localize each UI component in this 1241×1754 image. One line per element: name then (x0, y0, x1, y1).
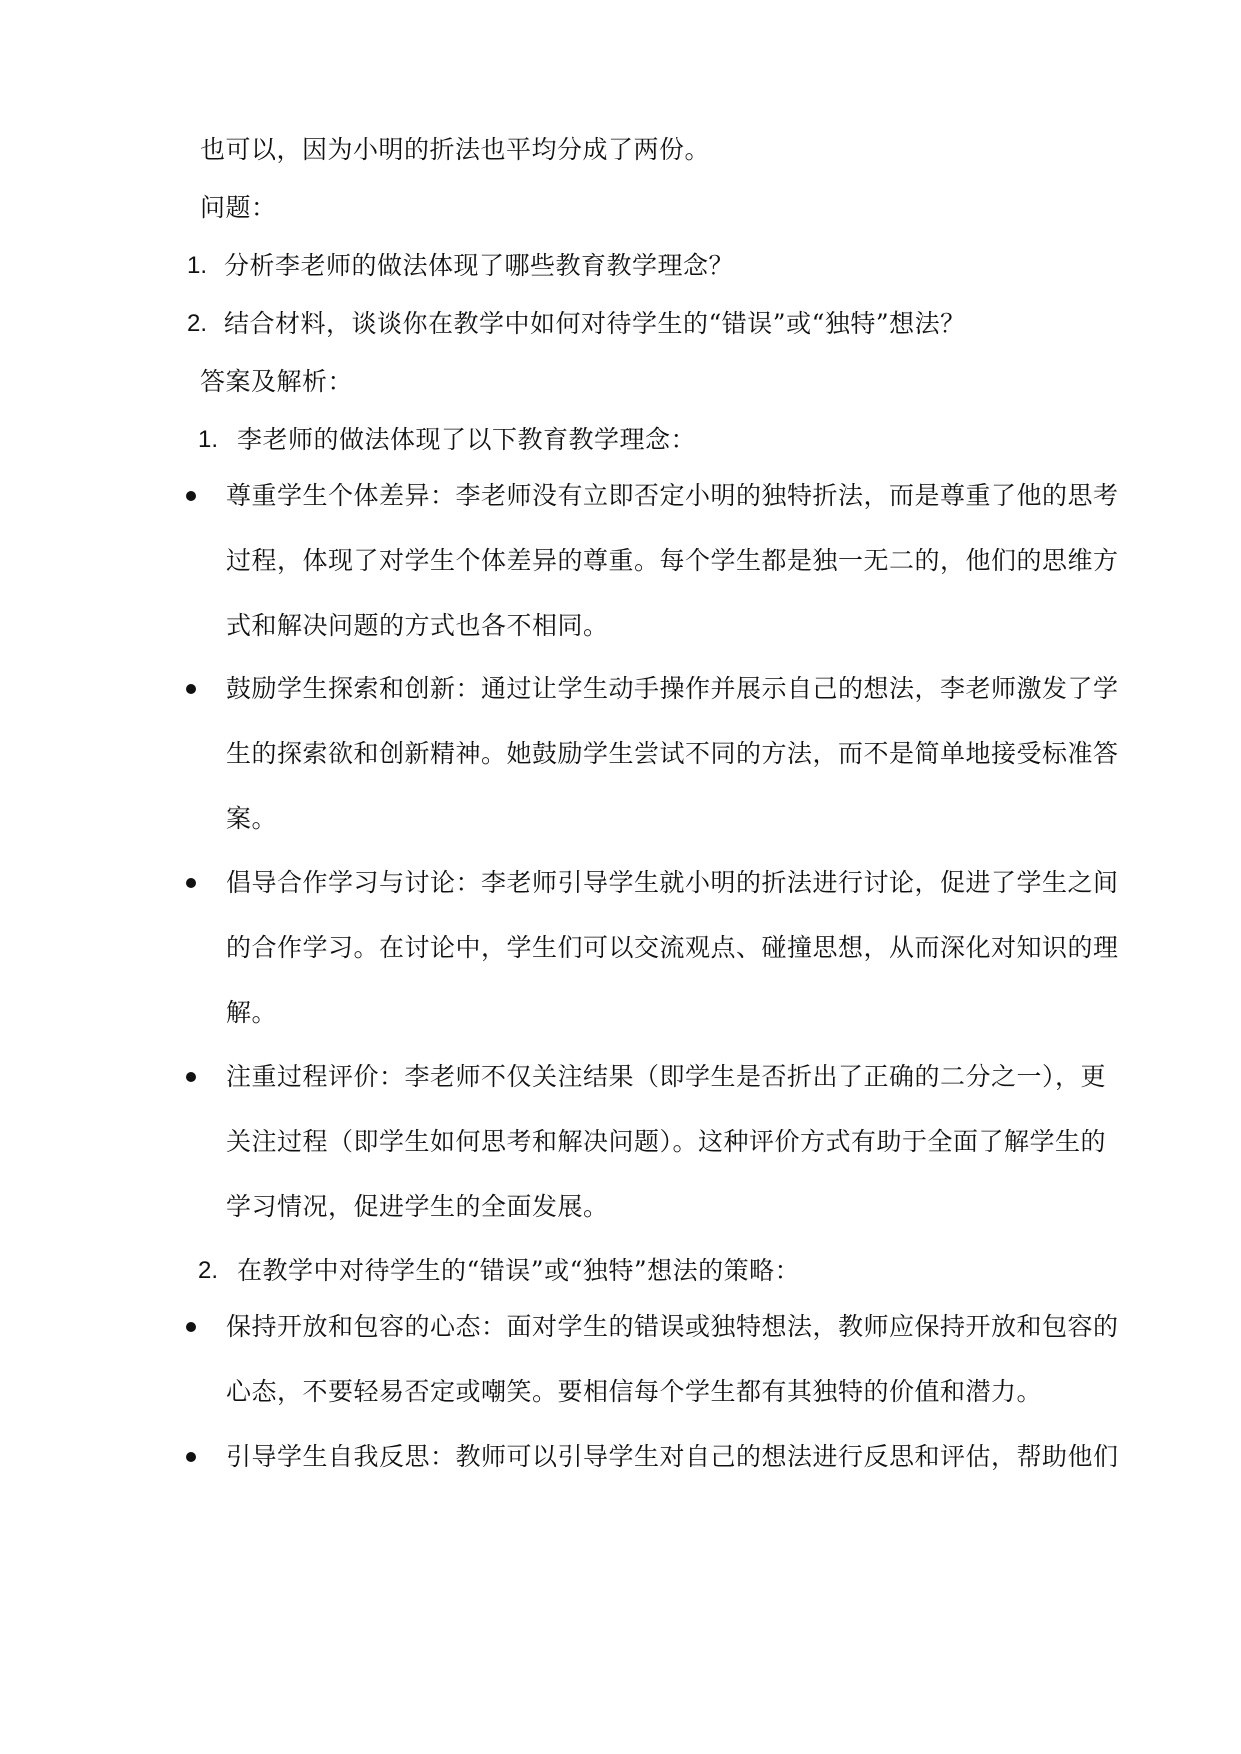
list-item-line: 生的探索欲和创新精神。她鼓励学生尝试不同的方法，而不是简单地接受标准答 (226, 739, 1119, 768)
intro-line: 也可以，因为小明的折法也平均分成了两份。 (200, 135, 711, 164)
list-item (226, 656, 1119, 851)
bullet-icon (186, 1452, 196, 1462)
question-text: 结合材料，谈谈你在教学中如何对待学生的“错误”或“独特”想法？ (224, 309, 966, 338)
section-number: 1. (198, 426, 219, 453)
list-item-line: 关注过程（即学生如何思考和解决问题）。这种评价方式有助于全面了解学生的 (226, 1127, 1107, 1156)
list-item (226, 1424, 1119, 1489)
answer-heading: 答案及解析： (200, 367, 354, 396)
list-item (226, 1044, 1106, 1239)
list-item-line: 引导学生自我反思：教师可以引导学生对自己的想法进行反思和评估，帮助他们 (226, 1442, 1119, 1471)
list-item-line: 保持开放和包容的心态：面对学生的错误或独特想法，教师应保持开放和包容的 (226, 1312, 1119, 1341)
list-item (226, 850, 1119, 1045)
bullet-icon (186, 491, 196, 501)
section-title: 李老师的做法体现了以下教育教学理念： (237, 425, 697, 454)
section-title: 在教学中对待学生的“错误”或“独特”想法的策略： (237, 1256, 801, 1285)
question-text: 分析李老师的做法体现了哪些教育教学理念？ (224, 251, 735, 280)
list-item-line: 解。 (226, 998, 278, 1027)
list-item-line: 过程，体现了对学生个体差异的尊重。每个学生都是独一无二的，他们的思维方 (226, 546, 1119, 575)
list-item-line: 心态，不要轻易否定或嘲笑。要相信每个学生都有其独特的价值和潜力。 (226, 1377, 1043, 1406)
list-item (226, 1294, 1119, 1424)
list-item-line: 注重过程评价：李老师不仅关注结果（即学生是否折出了正确的二分之一），更 (226, 1062, 1107, 1091)
list-item-line: 鼓励学生探索和创新：通过让学生动手操作并展示自己的想法，李老师激发了学 (226, 674, 1119, 703)
section-number: 2. (198, 1257, 219, 1284)
list-item-line: 倡导合作学习与讨论：李老师引导学生就小明的折法进行讨论，促进了学生之间 (226, 868, 1119, 897)
bullet-icon (186, 878, 196, 888)
question-heading: 问题： (200, 193, 277, 222)
question-number: 2. (187, 310, 208, 337)
question-number: 1. (187, 252, 208, 279)
list-item-line: 学习情况，促进学生的全面发展。 (226, 1192, 609, 1221)
list-item-line: 尊重学生个体差异：李老师没有立即否定小明的独特折法，而是尊重了他的思考 (226, 481, 1119, 510)
bullet-icon (186, 1322, 196, 1332)
list-item (226, 463, 1119, 658)
bullet-icon (186, 1072, 196, 1082)
list-item-line: 案。 (226, 804, 278, 833)
bullet-icon (186, 684, 196, 694)
list-item-line: 的合作学习。在讨论中，学生们可以交流观点、碰撞思想，从而深化对知识的理 (226, 933, 1119, 962)
list-item-line: 式和解决问题的方式也各不相同。 (226, 611, 609, 640)
